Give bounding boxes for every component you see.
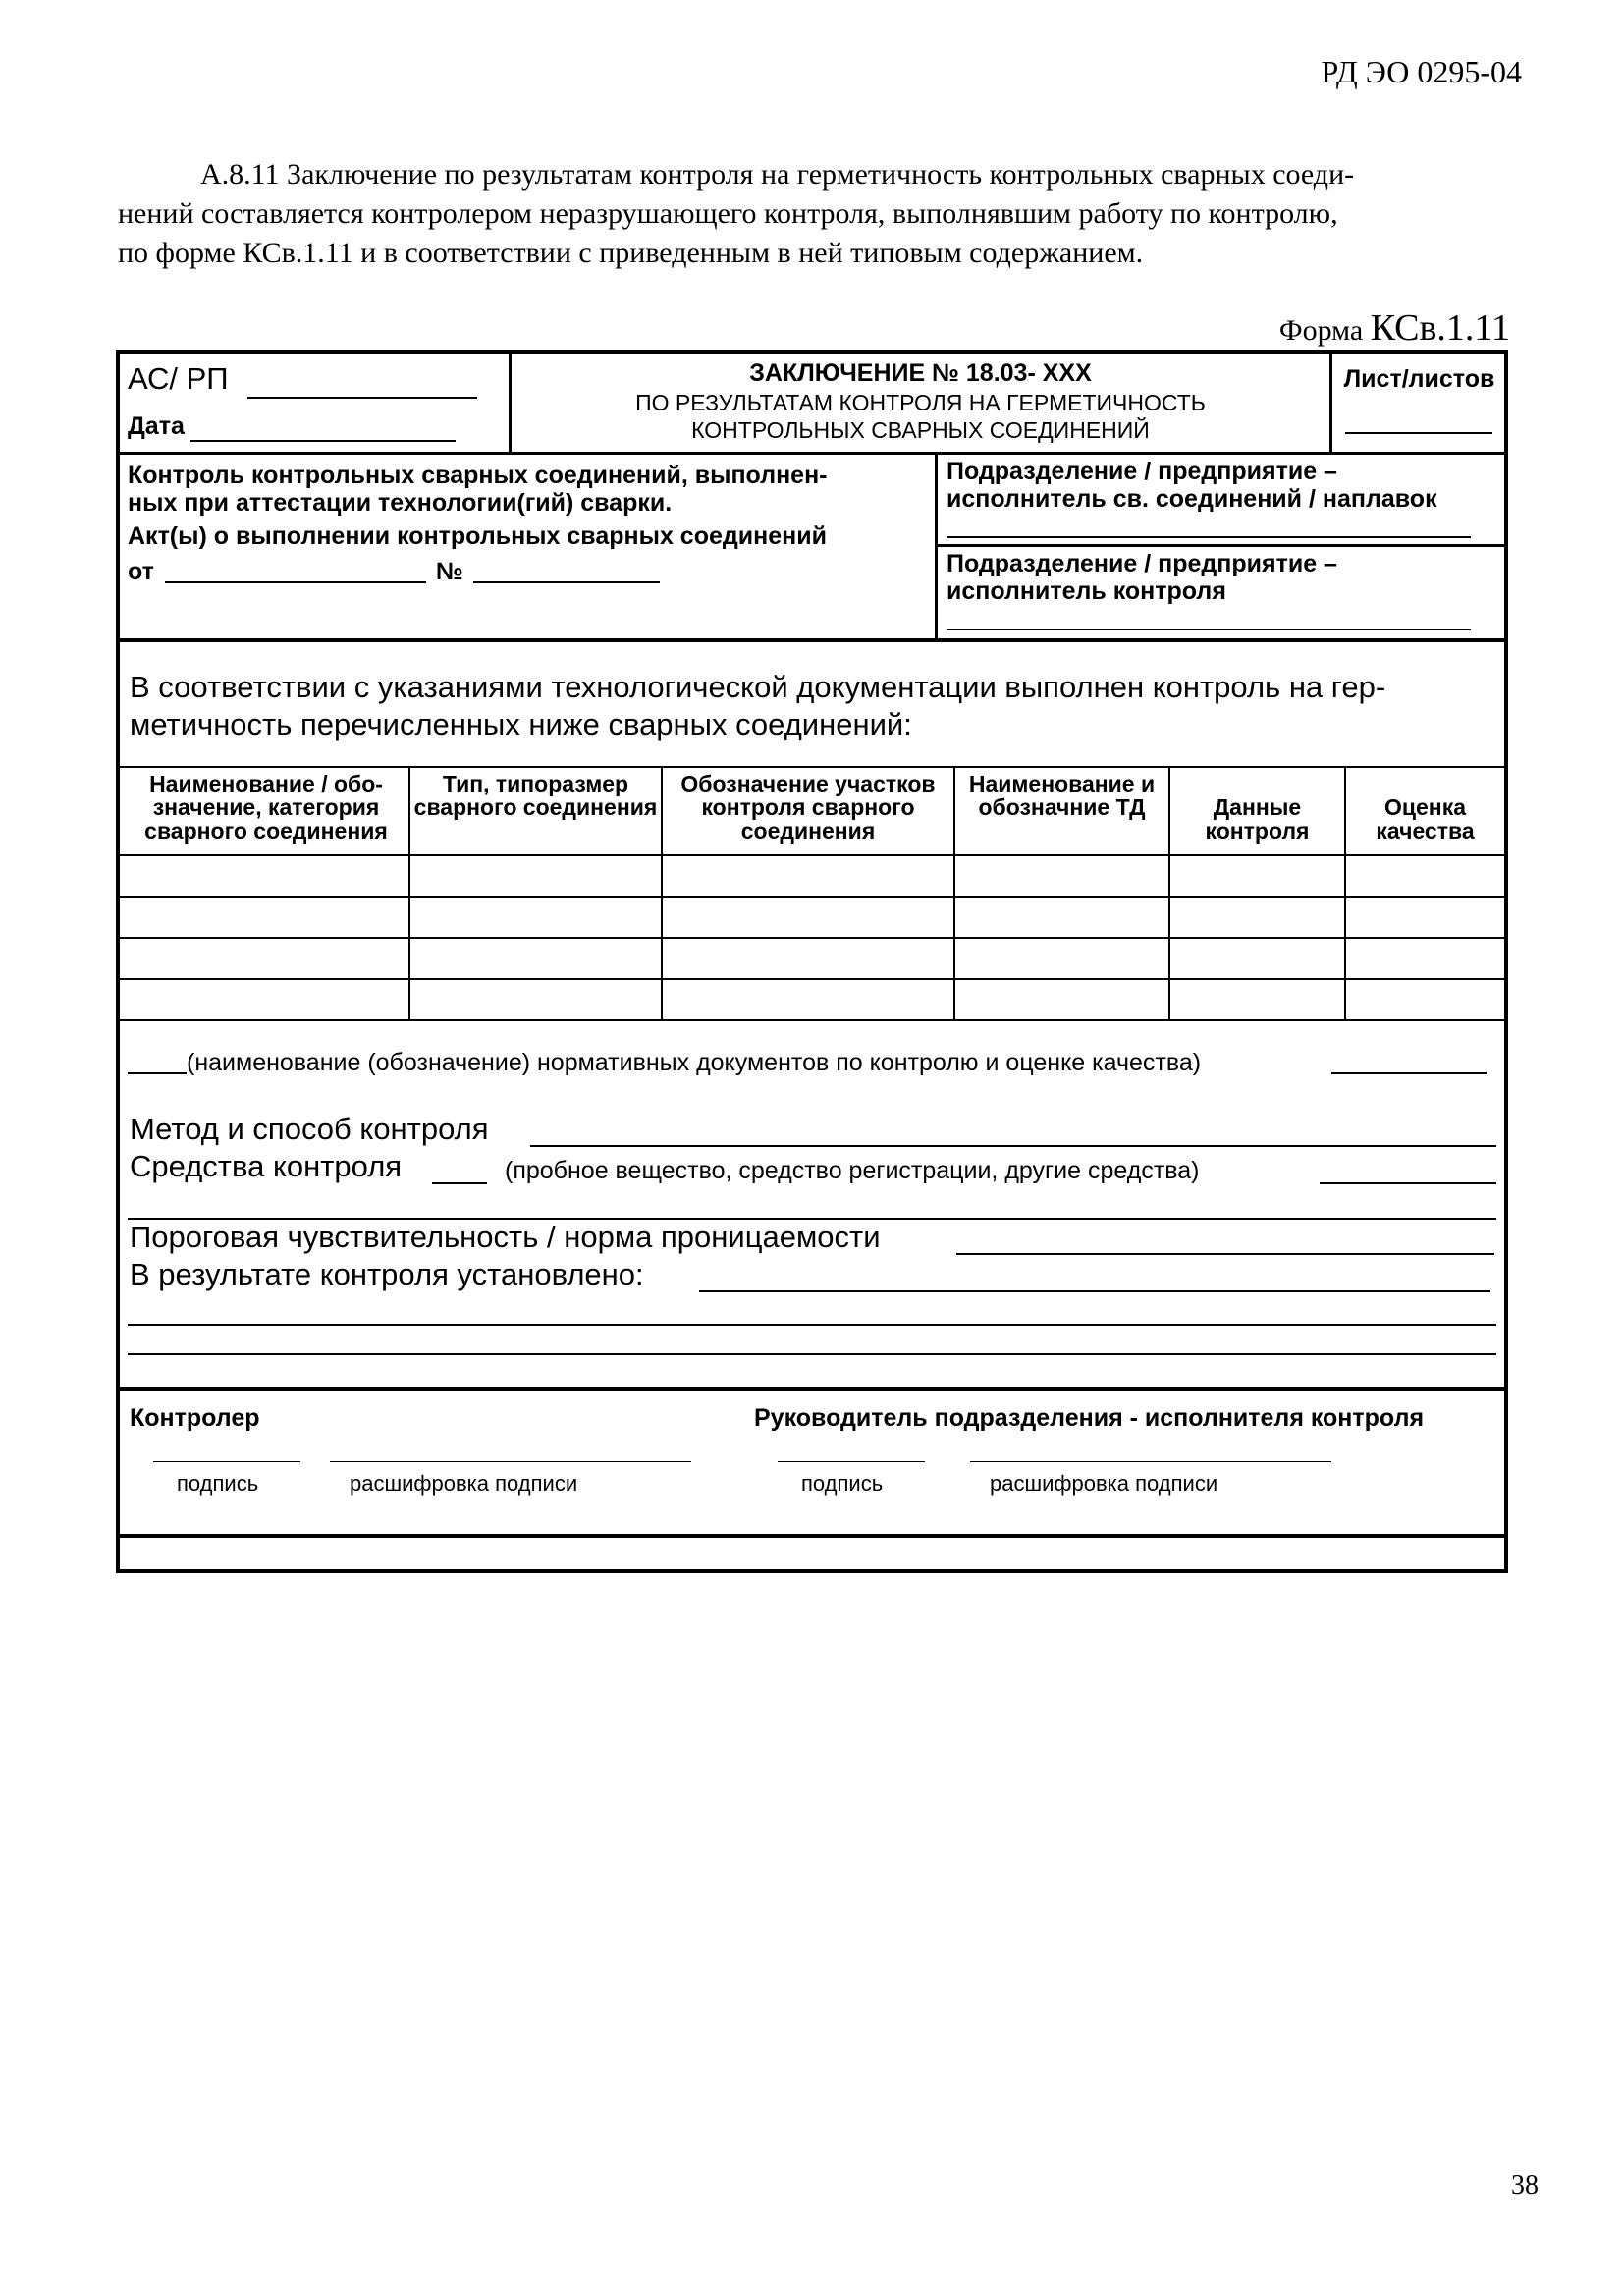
act-from-label: от bbox=[128, 558, 154, 585]
divider bbox=[120, 1387, 1504, 1391]
intro-paragraph bbox=[118, 155, 1512, 273]
page-number: 38 bbox=[1511, 2170, 1539, 2201]
division-2-line-2: исполнитель контроля bbox=[947, 577, 1226, 605]
method-label: Метод и способ контроля bbox=[130, 1112, 489, 1146]
head-decode-caption: расшифровка подписи bbox=[990, 1471, 1218, 1496]
divider bbox=[120, 638, 1504, 642]
form-label-prefix: Форма bbox=[1278, 314, 1371, 347]
act-text: Акт(ы) о выполнении контрольных сварных соединений bbox=[128, 522, 827, 550]
statement-line-1: В соответствии с указаниями технологической документации выполнен контроль на гер- bbox=[130, 670, 1386, 704]
date-label: Дата bbox=[128, 412, 185, 440]
act-no-label: № bbox=[436, 558, 463, 585]
means-label: Средства контроля bbox=[130, 1149, 403, 1183]
result-line-2 bbox=[128, 1324, 1496, 1326]
threshold-underline bbox=[956, 1253, 1494, 1255]
means-underline-left bbox=[432, 1182, 487, 1184]
intro-line-3: по форме КСв.1.11 и в соответствии с приведенным в ней типовым содержанием. bbox=[118, 237, 1144, 269]
norm-docs-underline-left bbox=[128, 1072, 187, 1074]
head-signature-caption: подпись bbox=[801, 1471, 884, 1496]
result-underline bbox=[699, 1290, 1490, 1292]
division-2-underline bbox=[947, 629, 1471, 630]
means-underline-right bbox=[1320, 1182, 1496, 1184]
intro-line-1: А.8.11 Заключение по результатам контроля на герметичность контрольных сварных соеди- bbox=[200, 158, 1355, 191]
division-1-line-1: Подразделение / предприятие – bbox=[947, 458, 1337, 485]
table-header-border bbox=[120, 854, 1504, 856]
threshold-label: Пороговая чувствительность / норма проницаемости bbox=[130, 1220, 881, 1254]
column-header-td: Наименование и обозначние ТД bbox=[968, 771, 1156, 820]
division-1-underline bbox=[947, 536, 1471, 538]
table-row-border bbox=[120, 896, 1504, 898]
controller-signature-caption: подпись bbox=[177, 1471, 259, 1496]
head-signature-line bbox=[778, 1461, 925, 1462]
result-label: В результате контроля установлено: bbox=[130, 1257, 644, 1291]
column-header-data: Данные контроля bbox=[1205, 794, 1310, 844]
controller-signature-line bbox=[153, 1461, 300, 1462]
norm-docs-hint: (наименование (обозначение) нормативных документов по контролю и оценке качества) bbox=[187, 1049, 1202, 1076]
column-header-name: Наименование / обо-значение, категория сварного соединения bbox=[144, 771, 388, 844]
sheet-label: Лист/листов bbox=[1343, 365, 1495, 393]
table-row-border bbox=[120, 937, 1504, 939]
statement-line-2: метичность перечисленных ниже сварных соединений: bbox=[130, 707, 912, 741]
as-rp-label: АС/ РП bbox=[128, 361, 229, 396]
head-decode-line bbox=[970, 1461, 1331, 1462]
column-header-type: Тип, типоразмер сварного соединения bbox=[413, 771, 658, 820]
column-header-quality: Оценка качества bbox=[1376, 794, 1475, 844]
document-code: РД ЭО 0295-04 bbox=[1321, 54, 1522, 89]
method-underline bbox=[530, 1145, 1496, 1147]
head-label: Руководитель подразделения - исполнителя контроля bbox=[754, 1404, 1425, 1432]
table-top-border bbox=[120, 766, 1504, 768]
division-1-line-2: исполнитель св. соединений / наплавок bbox=[947, 485, 1437, 513]
control-text-2: ных при аттестации технологии(гий) сварки. bbox=[128, 489, 673, 517]
divider bbox=[120, 452, 1504, 455]
form-subtitle-1: ПО РЕЗУЛЬТАТАМ КОНТРОЛЯ НА ГЕРМЕТИЧНОСТЬ bbox=[635, 390, 1206, 415]
control-text-1: Контроль контрольных сварных соединений, выполнен- bbox=[128, 462, 828, 489]
controller-decode-line bbox=[330, 1461, 691, 1462]
as-rp-underline bbox=[247, 397, 477, 399]
act-from-underline bbox=[165, 581, 426, 583]
means-hint: (пробное вещество, средство регистрации, другие средства) bbox=[505, 1157, 1200, 1184]
result-line-3 bbox=[128, 1353, 1496, 1355]
form-label-code: КСв.1.11 bbox=[1370, 307, 1510, 349]
sheet-underline bbox=[1345, 432, 1492, 434]
norm-docs-underline-right bbox=[1331, 1072, 1487, 1074]
table-bottom-border bbox=[120, 1019, 1504, 1021]
divider bbox=[120, 1534, 1504, 1538]
controller-label: Контролер bbox=[130, 1404, 260, 1432]
controller-decode-caption: расшифровка подписи bbox=[350, 1471, 578, 1496]
conclusion-form bbox=[116, 350, 1508, 1573]
column-header-areas: Обозначение участков контроля сварного соединения bbox=[680, 771, 936, 844]
divider bbox=[938, 544, 1504, 547]
act-no-underline bbox=[473, 581, 660, 583]
form-label bbox=[1279, 306, 1510, 350]
table-row-border bbox=[120, 978, 1504, 980]
intro-line-2: нений составляется контролером неразрушающего контроля, выполнявшим работу по контролю, bbox=[118, 197, 1338, 230]
form-subtitle-2: КОНТРОЛЬНЫХ СВАРНЫХ СОЕДИНЕНИЙ bbox=[691, 417, 1150, 443]
divider bbox=[1329, 354, 1332, 452]
date-underline bbox=[190, 440, 456, 442]
form-title: ЗАКЛЮЧЕНИЕ № 18.03- ХХХ bbox=[749, 359, 1092, 387]
division-2-line-1: Подразделение / предприятие – bbox=[947, 550, 1337, 577]
